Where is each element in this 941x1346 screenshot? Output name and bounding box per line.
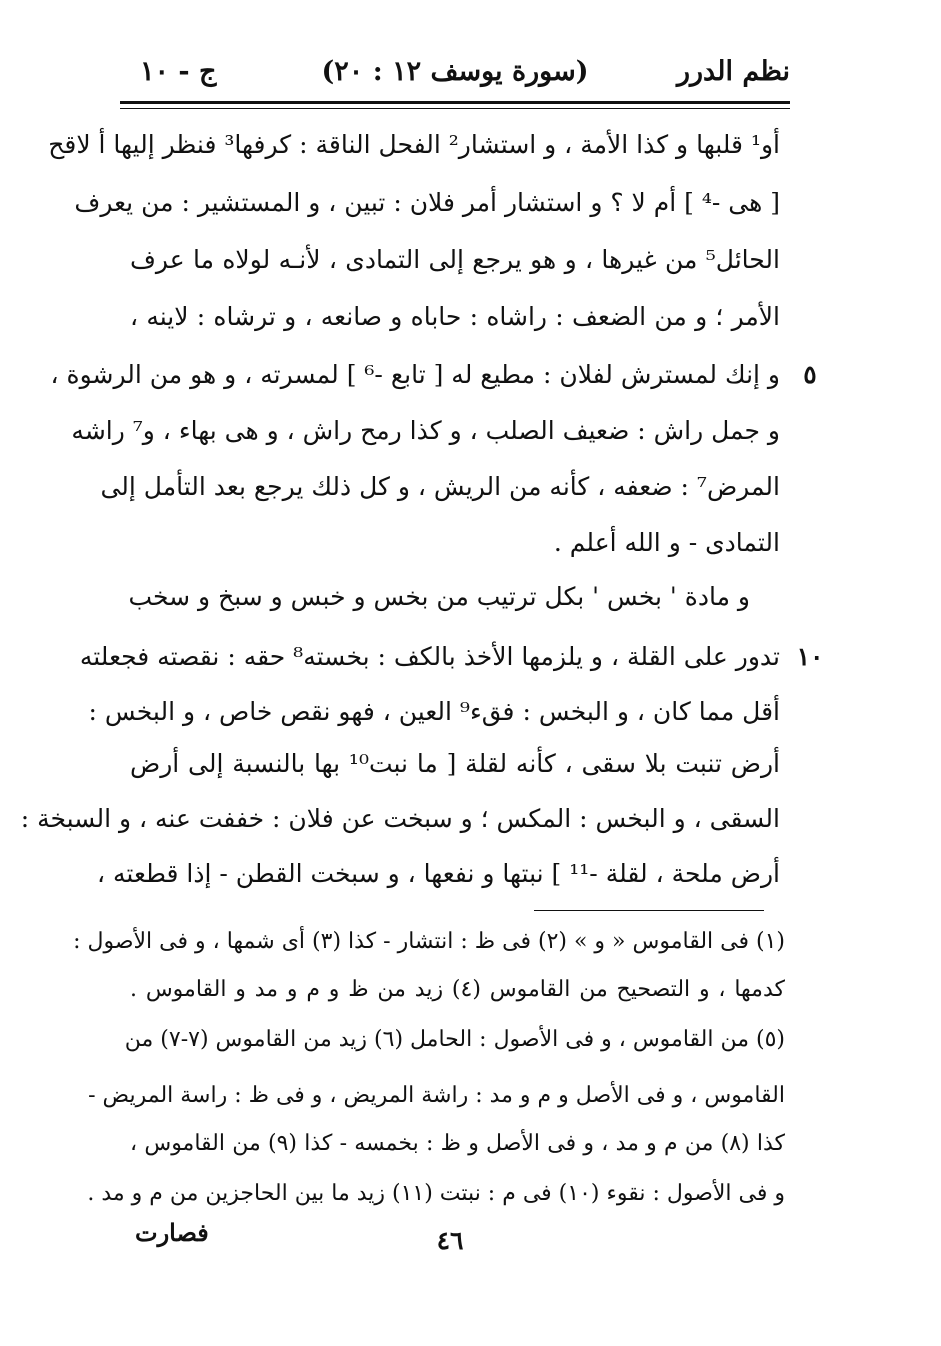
body-line: [ هى -⁴ ] أم لا ؟ و استشار أمر فلان : تبين ، و المستشير : من يعرف [74, 188, 780, 217]
body-line: و إنك لمسترش لفلان : مطيع له [ تابع -⁶ ] لمسرته ، و هو من الرشوة ، [50, 360, 780, 389]
header-rule-thick [120, 101, 790, 104]
body-line: و جمل راش : ضعيف الصلب ، و كذا رمح راش ، و هى بهاء ، و⁷ راشه [71, 416, 780, 445]
body-line: التمادى - و الله أعلم . [553, 528, 780, 557]
footnote-line: كدمها ، و التصحيح من القاموس (٤) زيد من ظ و م و مد و القاموس . [130, 977, 785, 1002]
body-line: الأمر ؛ و من الضعف : راشاه : حاباه و صانعه ، و ترشاه : لاينه ، [130, 302, 780, 331]
body-line: أقل مما كان ، و البخس : فقء⁹ العين ، فهو نقص خاص ، و البخس : [88, 697, 780, 726]
volume-number: ج - ١٠ [140, 56, 217, 87]
catchword: فصارت [135, 1218, 209, 1247]
footnote-line: القاموس ، و فى الأصل و م و مد : راشة المريض ، و فى ظ : راسة المريض - [88, 1083, 785, 1108]
page-number: ٤٦ [436, 1226, 464, 1255]
footnote-line: كذا (٨) من م و مد ، و فى الأصل و ظ : بخمسه - كذا (٩) من القاموس ، [130, 1131, 785, 1156]
surah-reference: (سورة يوسف ١٢ : ٢٠) [321, 56, 589, 87]
body-line: أرض ملحة ، لقلة -¹¹ ] نبتها و نفعها ، و سبخت القطن - إذا قطعته ، [96, 859, 780, 888]
body-line: أو¹ قلبها و كذا الأمة ، و استشار² الفحل الناقة : كرفها³ فنظر إليها أ لاقح [48, 130, 780, 159]
body-line: المرض⁷ : ضعفه ، كأنه من الريش ، و كل ذلك يرجع بعد التأمل إلى [100, 472, 780, 501]
book-title: نظم الدرر [676, 56, 790, 87]
body-line: تدور على القلة ، و يلزمها الأخذ بالكف : بخسته⁸ حقه : نقصته فجعلته [79, 642, 780, 671]
footnote-line: (٥) من القاموس ، و فى الأصول : الحامل (٦) زيد من القاموس (٧-٧) من [124, 1027, 785, 1052]
footnote-line: و فى الأصول : نقوء (١٠) فى م : نبتت (١١) زيد ما بين الحاجزين من م و مد . [87, 1181, 785, 1206]
body-line: و مادة ' بخس ' بكل ترتيب من بخس و خبس و سبخ و سخب [128, 582, 750, 611]
body-line: أرض تنبت بلا سقى ، كأنه لقلة [ ما نبت¹⁰ بها بالنسبة إلى أرض [130, 749, 780, 778]
footnote-rule [534, 910, 764, 911]
line-number-10: ١٠ [796, 642, 824, 671]
line-number-5: ٥ [803, 360, 817, 389]
header-rule-thin [120, 108, 790, 109]
footnote-line: (١) فى القاموس « و » (٢) فى ظ : انتشار - كذا (٣) أى شمها ، و فى الأصول : [73, 929, 785, 954]
running-header [120, 52, 790, 96]
body-line: الحائل⁵ من غيرها ، و هو يرجع إلى التمادى ، لأنـه لولاه ما عرف [130, 245, 780, 274]
body-line: السقى ، و البخس : المكس ؛ و سبخت عن فلان : خففت عنه ، و السبخة : [20, 804, 780, 833]
